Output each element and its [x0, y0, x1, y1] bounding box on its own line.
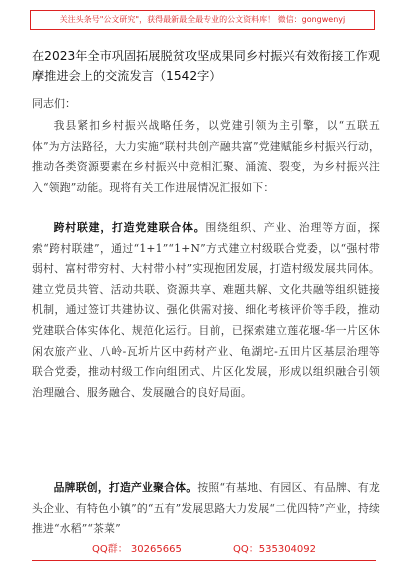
- section-text-1: 围绕组织、产业、治理等方面，探索“跨村联建”，通过“1+1”“1+N”方式建立村级联合党委，以“强村带弱村、富村带穷村、大村带小村”实现抱团发展，打造村级发展共同体。建立党员共管、活动共联、资源共享、难题共解、文化共融等组织链接机制，通过签订共建协议、强化供需对接、细化考核评价等手段，推动党建联合体实体化、规范化运行。目前，已探索建立莲花堰-华一片区休闲农旅产业、八岭-瓦圻片区中药材产业、龟湖坨-五田片区基层治理等联合党委，推动村级工作向组团式、片区化发展，形成以组织融合引领治理融合、服务融合、发展融合的良好局面。: [32, 221, 380, 399]
- document-title: 在2023年全市巩固拓展脱贫攻坚成果同乡村振兴有效衔接工作观摩推进会上的交流发言（1542字）: [32, 49, 380, 83]
- footer-divider: [32, 560, 376, 561]
- salutation: 同志们：: [32, 97, 76, 110]
- qq-number: QQ：535304092: [233, 544, 317, 555]
- section-paragraph-2: [32, 478, 380, 540]
- promo-banner-text: 关注头条号"公文研究"，获得最新最全最专业的公文资料库！ 微信：gongwenyj: [59, 15, 346, 24]
- section-paragraph-1: [32, 218, 380, 403]
- section-heading-1: 跨村联建，打造党建联合体。: [53, 221, 206, 234]
- section-heading-2: 品牌联创，打造产业聚合体。: [53, 481, 198, 494]
- qq-group-number: QQ群： 30265665: [91, 544, 182, 555]
- section-text-2: 按照“有基地、有园区、有品牌、有龙头企业、有特色小镇”的“五有”发展思路大力发展“二优四特”产业，持续推进“水稻”“茶菜”: [32, 481, 380, 536]
- contact-footer: [0, 541, 408, 559]
- promo-banner: [30, 10, 375, 30]
- intro-paragraph: 我县紧扣乡村振兴战略任务，以党建引领为主引擎，以“五联五体”为方法路径，大力实施“联村共创产融共富”党建赋能乡村振兴行动，推动各类资源要素在乡村振兴中竞相汇聚、涌流、裂变，为乡村振兴注入“领跑”动能。现将有关工作进展情况汇报如下：: [32, 119, 380, 194]
